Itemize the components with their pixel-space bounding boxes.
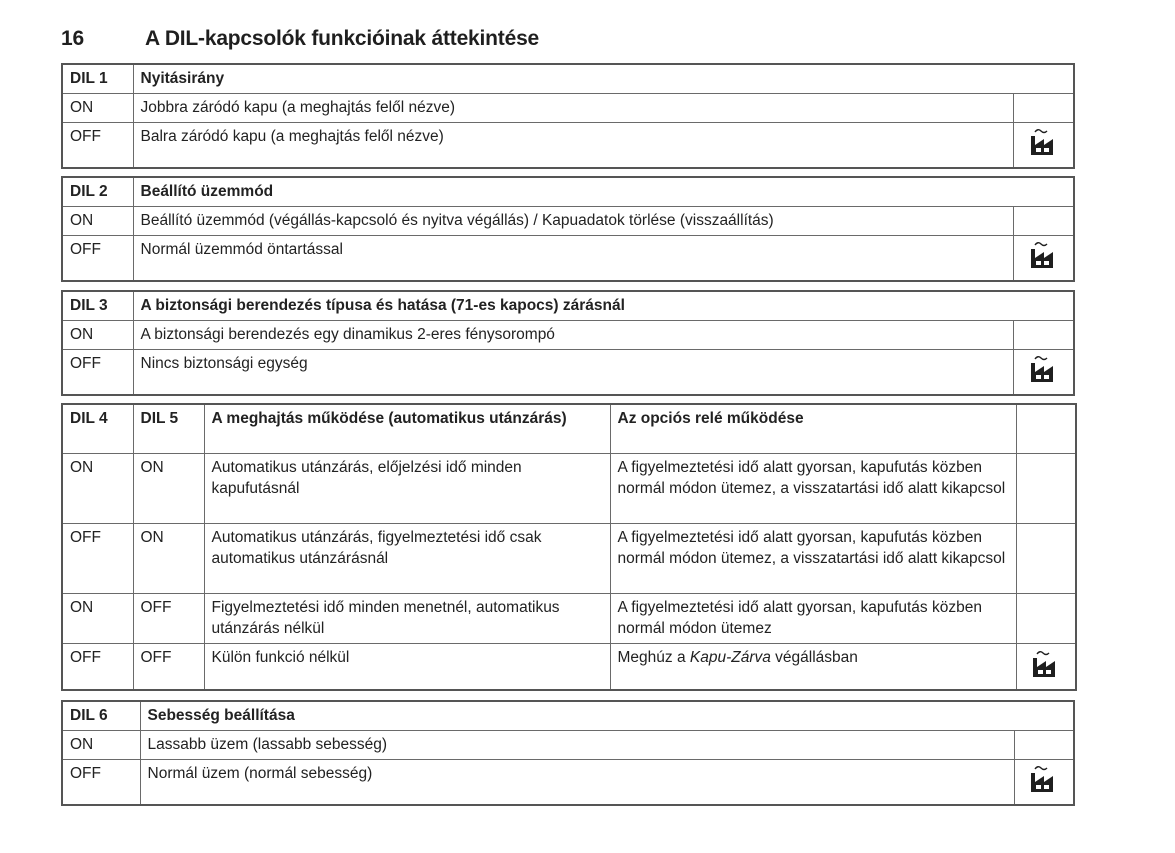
dil2-off-description: Normál üzemmód öntartással bbox=[133, 236, 1014, 281]
dil6-off-state: OFF bbox=[62, 760, 140, 805]
dil45-header-row bbox=[62, 404, 1076, 453]
relay-text-prefix: Meghúz a bbox=[617, 648, 690, 666]
table-row bbox=[62, 760, 1074, 805]
table-row bbox=[62, 321, 1074, 350]
default-cell bbox=[1016, 453, 1076, 523]
dil1-off-description: Balra záródó kapu (a meghajtás felől nézve) bbox=[133, 123, 1014, 168]
dil6-off-default-cell bbox=[1014, 760, 1074, 805]
dil6-on-description: Lassabb üzem (lassabb sebesség) bbox=[140, 731, 1014, 760]
dil3-off-description: Nincs biztonsági egység bbox=[133, 350, 1014, 395]
dil6-on-state: ON bbox=[62, 731, 140, 760]
dil5-state: OFF bbox=[133, 643, 204, 690]
dil1-off-default-cell bbox=[1014, 123, 1074, 168]
relay-function: A figyelmeztetési idő alatt gyorsan, kapufutás közben normál módon ütemez, a visszatartási idő alatt kikapcsol bbox=[610, 453, 1016, 523]
dil1-header-row bbox=[62, 64, 1074, 94]
table-row bbox=[62, 123, 1074, 168]
default-cell bbox=[1016, 643, 1076, 690]
relay-function: A figyelmeztetési idő alatt gyorsan, kapufutás közben normál módon ütemez bbox=[610, 593, 1016, 643]
dil2-switch-label: DIL 2 bbox=[62, 177, 133, 207]
dil1-switch-label: DIL 1 bbox=[62, 64, 133, 94]
table-row bbox=[62, 593, 1076, 643]
dil1-off-state: OFF bbox=[62, 123, 133, 168]
dil1-table bbox=[61, 63, 1075, 169]
table-row bbox=[62, 94, 1074, 123]
dil2-on-state: ON bbox=[62, 207, 133, 236]
dil3-heading: A biztonsági berendezés típusa és hatása (71-es kapocs) zárásnál bbox=[133, 291, 1074, 321]
dil3-switch-label: DIL 3 bbox=[62, 291, 133, 321]
drive-function: Automatikus utánzárás, előjelzési idő minden kapufutásnál bbox=[204, 453, 610, 523]
dil1-on-description: Jobbra záródó kapu (a meghajtás felől nézve) bbox=[133, 94, 1014, 123]
default-cell bbox=[1016, 593, 1076, 643]
dil3-off-default-cell bbox=[1014, 350, 1074, 395]
dil2-heading: Beállító üzemmód bbox=[133, 177, 1074, 207]
dil3-on-state: ON bbox=[62, 321, 133, 350]
dil6-switch-label: DIL 6 bbox=[62, 701, 140, 731]
table-row bbox=[62, 523, 1076, 593]
dil6-off-description: Normál üzem (normál sebesség) bbox=[140, 760, 1014, 805]
dil45-header-default-cell bbox=[1016, 404, 1076, 453]
table-row bbox=[62, 731, 1074, 760]
factory-icon bbox=[1029, 125, 1059, 157]
dil2-on-description: Beállító üzemmód (végállás-kapcsoló és nyitva végállás) / Kapuadatok törlése (visszaállítás) bbox=[133, 207, 1014, 236]
dil4-state: ON bbox=[62, 593, 133, 643]
dil6-table bbox=[61, 700, 1075, 806]
relay-text-italic: Kapu-Zárva bbox=[689, 648, 771, 666]
relay-function-header: Az opciós relé működése bbox=[610, 404, 1016, 453]
dil3-header-row bbox=[62, 291, 1074, 321]
table-row bbox=[62, 236, 1074, 281]
table-row bbox=[62, 453, 1076, 523]
dil3-table bbox=[61, 290, 1075, 396]
drive-function: Figyelmeztetési idő minden menetnél, automatikus utánzárás nélkül bbox=[204, 593, 610, 643]
table-row bbox=[62, 643, 1076, 690]
dil3-off-state: OFF bbox=[62, 350, 133, 395]
dil2-off-default-cell bbox=[1014, 236, 1074, 281]
dil2-off-state: OFF bbox=[62, 236, 133, 281]
factory-icon bbox=[1029, 238, 1059, 270]
dil3-on-description: A biztonsági berendezés egy dinamikus 2-eres fénysorompó bbox=[133, 321, 1014, 350]
section-number: 16 bbox=[61, 27, 84, 50]
dil3-on-default-cell bbox=[1014, 321, 1074, 350]
dil1-on-state: ON bbox=[62, 94, 133, 123]
dil5-state: ON bbox=[133, 453, 204, 523]
drive-function-header: A meghajtás működése (automatikus utánzárás) bbox=[204, 404, 610, 453]
table-row bbox=[62, 350, 1074, 395]
dil6-on-default-cell bbox=[1014, 731, 1074, 760]
relay-function: A figyelmeztetési idő alatt gyorsan, kapufutás közben normál módon ütemez, a visszatartási idő alatt kikapcsol bbox=[610, 523, 1016, 593]
dil6-heading: Sebesség beállítása bbox=[140, 701, 1074, 731]
drive-function: Automatikus utánzárás, figyelmeztetési idő csak automatikus utánzárásnál bbox=[204, 523, 610, 593]
default-cell bbox=[1016, 523, 1076, 593]
drive-function: Külön funkció nélkül bbox=[204, 643, 610, 690]
dil5-switch-label: DIL 5 bbox=[133, 404, 204, 453]
factory-icon bbox=[1029, 762, 1059, 794]
dil5-state: ON bbox=[133, 523, 204, 593]
relay-function bbox=[610, 643, 1016, 690]
dil4-state: OFF bbox=[62, 643, 133, 690]
dil2-header-row bbox=[62, 177, 1074, 207]
dil2-on-default-cell bbox=[1014, 207, 1074, 236]
dil1-on-default-cell bbox=[1014, 94, 1074, 123]
dil4-state: OFF bbox=[62, 523, 133, 593]
dil1-heading: Nyitásirány bbox=[133, 64, 1074, 94]
dil5-state: OFF bbox=[133, 593, 204, 643]
factory-icon bbox=[1029, 352, 1059, 384]
dil4-state: ON bbox=[62, 453, 133, 523]
dil2-table bbox=[61, 176, 1075, 282]
dil6-header-row bbox=[62, 701, 1074, 731]
factory-icon bbox=[1031, 647, 1061, 679]
table-row bbox=[62, 207, 1074, 236]
dil45-table bbox=[61, 403, 1077, 691]
page-title: A DIL-kapcsolók funkcióinak áttekintése bbox=[145, 27, 540, 50]
dil4-switch-label: DIL 4 bbox=[62, 404, 133, 453]
relay-text-suffix: végállásban bbox=[770, 648, 858, 666]
